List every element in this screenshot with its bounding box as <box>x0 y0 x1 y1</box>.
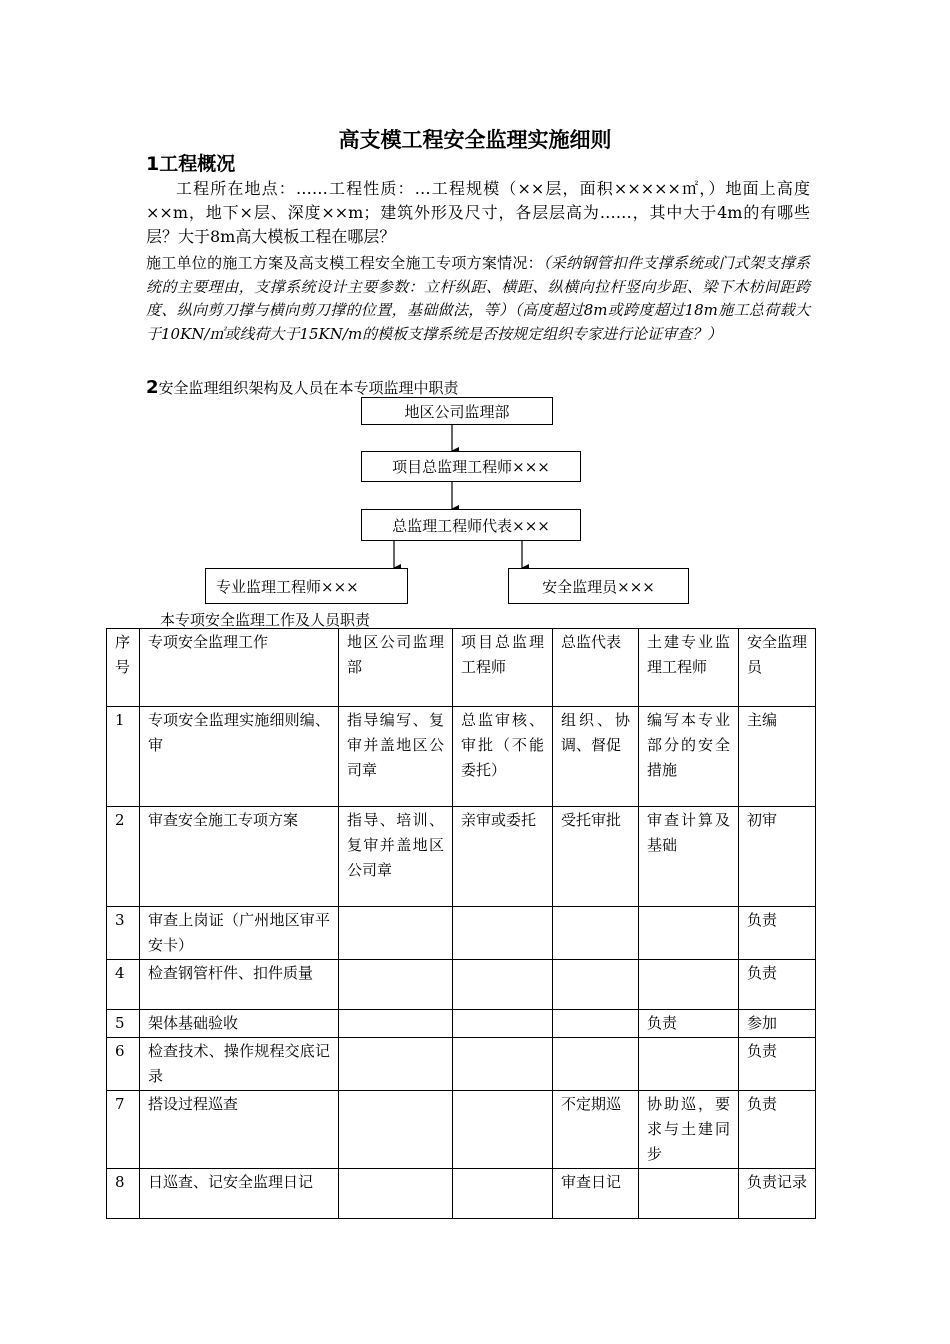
org-box-regional-dept: 地区公司监理部 <box>361 397 553 425</box>
table-cell <box>339 960 453 1010</box>
org-box-specialist-engineer: 专业监理工程师××× <box>205 568 408 604</box>
table-cell: 检查钢管杆件、扣件质量 <box>140 960 339 1010</box>
table-cell <box>639 1038 739 1091</box>
section-2-number: 2 <box>146 377 159 398</box>
table-cell: 负责记录 <box>739 1169 816 1219</box>
table-cell: 7 <box>107 1091 140 1169</box>
table-cell <box>453 1169 553 1219</box>
table-row <box>107 1169 816 1219</box>
table-row <box>107 907 816 960</box>
table-cell: 审查安全施工专项方案 <box>140 807 339 907</box>
document-title: 高支模工程安全监理实施细则 <box>338 128 612 152</box>
table-cell: 负责 <box>639 1010 739 1038</box>
table-cell: 专项安全监理实施细则编、审 <box>140 707 339 807</box>
table-cell: 负责 <box>739 1038 816 1091</box>
table-cell <box>339 1091 453 1169</box>
table-cell: 负责 <box>739 907 816 960</box>
table-cell <box>339 1010 453 1038</box>
table-cell <box>553 1010 639 1038</box>
table-row <box>107 1091 816 1169</box>
org-box-chief-engineer: 项目总监理工程师××× <box>361 451 581 482</box>
table-cell <box>339 1169 453 1219</box>
table-row <box>107 807 816 907</box>
table-cell: 架体基础验收 <box>140 1010 339 1038</box>
header-cell: 序号 <box>107 629 140 707</box>
table-cell: 5 <box>107 1010 140 1038</box>
table-cell: 4 <box>107 960 140 1010</box>
header-cell: 安全监理员 <box>739 629 816 707</box>
table-cell <box>639 1169 739 1219</box>
table-cell: 2 <box>107 807 140 907</box>
table-cell <box>639 907 739 960</box>
header-cell: 总监代表 <box>553 629 639 707</box>
table-cell <box>339 907 453 960</box>
section-1-heading: 1工程概况 <box>146 153 236 175</box>
table-cell <box>453 1091 553 1169</box>
table-cell: 负责 <box>739 1091 816 1169</box>
table-cell: 协助巡，要求与土建同步 <box>639 1091 739 1169</box>
org-box-deputy-engineer: 总监理工程师代表××× <box>361 509 581 541</box>
table-header-row <box>107 629 816 707</box>
section-2-title: 安全监理组织架构及人员在本专项监理中职责 <box>158 379 459 397</box>
header-cell: 项目总监理工程师 <box>453 629 553 707</box>
table-cell <box>553 1038 639 1091</box>
table-cell: 编写本专业部分的安全措施 <box>639 707 739 807</box>
duties-table <box>106 628 816 1219</box>
table-cell: 参加 <box>739 1010 816 1038</box>
table-cell: 初审 <box>739 807 816 907</box>
header-cell: 土建专业监理工程师 <box>639 629 739 707</box>
table-cell: 6 <box>107 1038 140 1091</box>
plan-lead-text: 施工单位的施工方案及高支模工程安全施工专项方案情况： <box>146 254 543 272</box>
table-row <box>107 1010 816 1038</box>
table-cell: 搭设过程巡查 <box>140 1091 339 1169</box>
table-cell: 检查技术、操作规程交底记录 <box>140 1038 339 1091</box>
table-cell: 负责 <box>739 960 816 1010</box>
table-row <box>107 960 816 1010</box>
table-cell: 组织、协调、督促 <box>553 707 639 807</box>
table-cell <box>453 1010 553 1038</box>
table-cell: 审查上岗证（广州地区审平安卡） <box>140 907 339 960</box>
table-cell: 指导、培训、复审并盖地区公司章 <box>339 807 453 907</box>
table-cell: 受托审批 <box>553 807 639 907</box>
table-caption: 本专项安全监理工作及人员职责 <box>160 611 371 629</box>
table-cell: 审查日记 <box>553 1169 639 1219</box>
table-cell: 3 <box>107 907 140 960</box>
table-cell: 指导编写、复审并盖地区公司章 <box>339 707 453 807</box>
table-cell: 日巡查、记安全监理日记 <box>140 1169 339 1219</box>
table-cell: 8 <box>107 1169 140 1219</box>
project-overview-paragraph: 工程所在地点：……工程性质：…工程规模（××层，面积×××××㎡，）地面上高度××m，地下×层、深度××m；建筑外形及尺寸，各层层高为……，其中大于4m的有哪些层？大于8m高大模板工程在哪层？ <box>146 179 810 246</box>
table-cell <box>553 907 639 960</box>
table-cell: 审查计算及基础 <box>639 807 739 907</box>
table-cell <box>553 960 639 1010</box>
table-row <box>107 707 816 807</box>
plan-italic-notes: （采纳钢管扣件支撑系统或门式架支撑系统的主要理由，支撑系统设计主要参数：立杆纵距、横距、纵横向拉杆竖向步距、梁下木枋间距跨度、纵向剪刀撑与横向剪刀撑的位置，基础做法，等）（高度超过8m或跨度超过18m施工总荷载大于10KN/㎡或线荷大于15KN/m的模板支撑系统是否按规定组织专家进行论证审查？） <box>146 254 810 343</box>
table-cell: 亲审或委托 <box>453 807 553 907</box>
header-cell: 地区公司监理部 <box>339 629 453 707</box>
table-cell <box>639 960 739 1010</box>
table-cell: 不定期巡 <box>553 1091 639 1169</box>
header-cell: 专项安全监理工作 <box>140 629 339 707</box>
table-cell: 主编 <box>739 707 816 807</box>
org-box-safety-supervisor: 安全监理员××× <box>508 568 689 604</box>
table-cell <box>453 960 553 1010</box>
table-cell <box>453 1038 553 1091</box>
table-row <box>107 1038 816 1091</box>
table-cell: 1 <box>107 707 140 807</box>
table-cell: 总监审核、审批（不能委托） <box>453 707 553 807</box>
table-cell <box>453 907 553 960</box>
table-cell <box>339 1038 453 1091</box>
